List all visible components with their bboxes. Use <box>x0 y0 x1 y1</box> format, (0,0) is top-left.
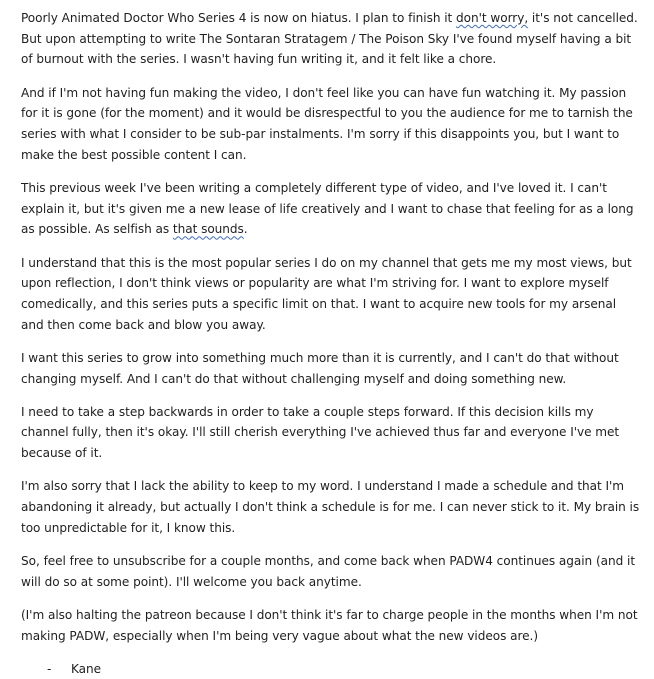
paragraph-step-back: I need to take a step backwards in order to take a couple steps forward. If this decision kills my channel fully, then it's okay. I'll still cherish everything I've achieved thus far and everyone I've met because of it. <box>21 404 620 461</box>
paragraph-schedule: I'm also sorry that I lack the ability to keep to my word. I understand I made a schedule and that I'm abandoning it already, but actually I don't think a schedule is for me. I can never stick to it. My brain is too unpredictable for it, I know this. <box>21 479 640 535</box>
paragraph-hiatus <box>21 8 641 70</box>
paragraph-text: . <box>243 222 248 237</box>
list-bullet: - <box>47 661 52 676</box>
paragraph-patreon: (I'm also halting the patreon because I don't think it's far to charge people in the months when I'm not making PADW, especially when I'm being very vague about what the new videos are.) <box>21 607 638 643</box>
paragraph-popularity: I understand that this is the most popular series I do on my channel that gets me my most views, but upon reflection, I don't think views or popularity are what I'm striving for. I want to explore myself comedically, and this series puts a specific limit on that. I want to acquire new tools for my arsenal and then come back and blow you away. <box>21 255 632 332</box>
paragraph-text: Poorly Animated Doctor Who Series 4 is now on hiatus. I plan to finish it <box>21 11 457 25</box>
paragraph-passion: And if I'm not having fun making the video, I don't feel like you can have fun watching it. My passion for it is gone (for the moment) and it would be disrespectful to you the audience for me to tarnish the series with what I consider to be sub-par instalments. I'm sorry if this disappoints you, but I want to make the best possible content I can. <box>21 85 633 162</box>
paragraph-text: it's not cancelled. But upon attempting to write The Sontaran Stratagem / The Poison Sky I've found myself having a bit of burnout with the series. I wasn't having fun writing it, and it felt like a chore. <box>21 11 638 67</box>
grammar-flag[interactable]: that sounds <box>172 222 244 237</box>
signature-name: Kane <box>71 661 102 676</box>
paragraph-text: This previous week I've been writing a completely different type of video, and I've loved it. I can't explain it, but it's given me a new lease of life creatively and I want to chase that feeling for as a long as possible. As selfish as <box>21 180 634 237</box>
paragraph-unsubscribe: So, feel free to unsubscribe for a couple months, and come back when PADW4 continues again (and it will do so at some point). I'll welcome you back anytime. <box>21 553 636 589</box>
document-body <box>21 8 641 679</box>
paragraph-grow: I want this series to grow into something much more than it is currently, and I can't do that without changing myself. And I can't do that without challenging myself and doing something new. <box>21 350 619 386</box>
grammar-flag[interactable]: don't worry, <box>456 11 529 25</box>
signature <box>21 659 641 679</box>
paragraph-new-video <box>21 178 641 240</box>
